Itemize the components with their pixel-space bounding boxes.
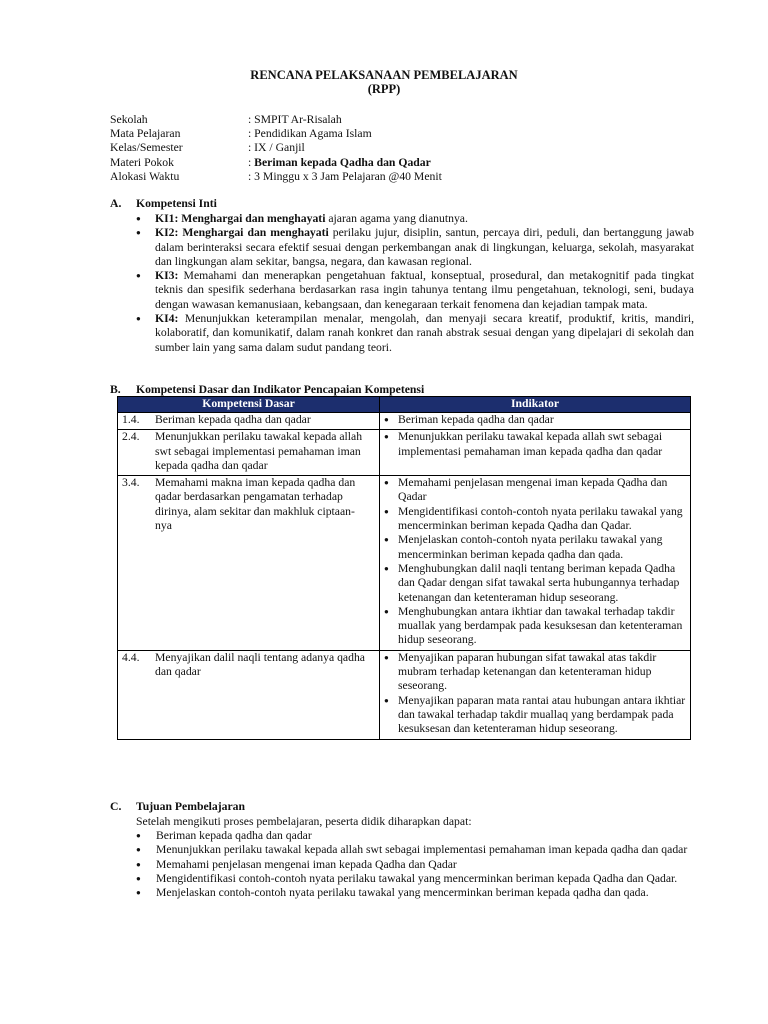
indicator-cell xyxy=(380,430,691,476)
kd-text: Beriman kepada qadha dan qadar xyxy=(155,413,311,426)
competency-label: KI4: xyxy=(155,312,179,326)
meta-row-topic xyxy=(110,156,442,170)
objective-item: ● Beriman kepada qadha dan qadar xyxy=(136,829,696,843)
section-c-heading xyxy=(110,800,245,814)
kd-number: 1.4. xyxy=(122,413,140,426)
indicator-item: ● Memahami penjelasan mengenai iman kepada Qadha dan Qadar xyxy=(384,476,686,505)
core-competency-list xyxy=(136,212,694,355)
meta-row-subject xyxy=(110,127,442,141)
competency-text: perilaku jujur, disiplin, santun, percaya diri, peduli, dan bertanggung jawab dalam berinteraksi secara efektif sesuai dengan perkembangan anak di lingkungan, keluarga, sekolah, masyarakat dan lingkungan alam sekitar, bangsa, negara, dan kawasan regional. xyxy=(155,226,694,268)
kd-number: 2.4. xyxy=(122,430,140,444)
meta-row-class xyxy=(110,141,442,155)
kd-number: 4.4. xyxy=(122,650,140,664)
section-title: Kompetensi Dasar dan Indikator Pencapaian Kompetensi xyxy=(136,383,425,396)
kd-wrap xyxy=(122,430,375,473)
meta-label: Mata Pelajaran xyxy=(110,127,181,141)
meta-value: : SMPIT Ar-Risalah xyxy=(248,113,342,126)
competency-table xyxy=(117,396,691,740)
competency-text: ajaran agama yang dianutnya. xyxy=(325,212,468,225)
competency-text: Memahami dan menerapkan pengetahuan faktual, konseptual, prosedural, dan metakognitif pada tingkat teknis dan spesifik sederhana berdasarkan rasa ingin tahunya tentang ilmu pengetahuan, teknologi, seni, budaya dengan wawasan kemanusiaan, kebangsaan, dan kenegaraan terkait fenomena dan kejadian tampak mata. xyxy=(155,269,694,311)
objective-item: ● Menunjukkan perilaku tawakal kepada allah swt sebagai implementasi pemahaman iman kepada qadha dan qadar xyxy=(136,843,696,857)
section-title: Tujuan Pembelajaran xyxy=(136,800,245,813)
meta-value xyxy=(248,156,431,170)
topic-value: Beriman kepada Qadha dan Qadar xyxy=(254,155,431,169)
kd-text: Menyajikan dalil naqli tentang adanya qadha dan qadar xyxy=(155,650,365,679)
table-row xyxy=(118,476,691,651)
indicator-item: ● Menghubungkan antara ikhtiar dan tawakal terhadap takdir muallak yang berdampak pada kesuksesan dan ketenteraman hidup seseorang. xyxy=(384,605,686,648)
page-title: RENCANA PELAKSANAAN PEMBELAJARAN xyxy=(250,68,518,82)
indicator-item: ● Menyajikan paparan hubungan sifat tawakal atas takdir mubram terhadap ketenangan dan ketenteraman hidup seseorang. xyxy=(384,651,686,694)
objective-item: ● Menjelaskan contoh-contoh nyata perilaku tawakal yang mencerminkan beriman kepada qadha dan qada. xyxy=(136,886,696,900)
page-subtitle: (RPP) xyxy=(367,82,401,96)
meta-row-school xyxy=(110,113,442,127)
meta-row-time xyxy=(110,170,442,184)
section-title: Kompetensi Inti xyxy=(136,197,217,210)
meta-value: : 3 Minggu x 3 Jam Pelajaran @40 Menit xyxy=(248,169,442,183)
indicator-cell xyxy=(380,413,691,430)
meta-colon: : xyxy=(248,155,255,169)
kd-text: Menunjukkan perilaku tawakal kepada allah swt sebagai implementasi pemahaman iman kepada qadha dan qadar xyxy=(155,430,363,472)
meta-label: Alokasi Waktu xyxy=(110,169,180,183)
kd-number: 3.4. xyxy=(122,476,140,490)
competency-label: KI2: xyxy=(155,226,179,240)
indicator-item: ● Menjelaskan contoh-contoh nyata perilaku tawakal yang mencerminkan beriman kepada qadha dan qada. xyxy=(384,533,686,562)
meta-label: Materi Pokok xyxy=(110,155,174,169)
indicator-item: ● Menunjukkan perilaku tawakal kepada allah swt sebagai implementasi pemahaman iman kepada qadha dan qadar xyxy=(384,430,686,459)
core-competency-item xyxy=(136,312,694,355)
kd-wrap xyxy=(122,413,375,427)
kd-wrap xyxy=(122,476,375,533)
meta-value: : IX / Ganjil xyxy=(248,141,305,155)
objective-item: ● Mengidentifikasi contoh-contoh nyata perilaku tawakal yang mencerminkan beriman kepada Qadha dan Qadar. xyxy=(136,872,696,886)
column-header-indicator: Indikator xyxy=(380,397,691,413)
meta-value: : Pendidikan Agama Islam xyxy=(248,127,372,141)
indicator-item: ● Menghubungkan dalil naqli tentang beriman kepada Qadha dan Qadar dengan sifat tawakal serta hubungannya terhadap ketenangan dan ketenteraman hidup seseorang. xyxy=(384,562,686,605)
indicator-item: ● Mengidentifikasi contoh-contoh nyata perilaku tawakal yang mencerminkan beriman kepada Qadha dan Qadar. xyxy=(384,505,686,534)
kd-cell xyxy=(118,430,380,476)
kd-text: Memahami makna iman kepada qadha dan qadar berdasarkan pengamatan terhadap dirinya, alam sekitar dan makhluk ciptaan-nya xyxy=(155,476,356,533)
section-letter: A. xyxy=(110,197,122,210)
kd-cell xyxy=(118,650,380,739)
core-competency-item xyxy=(136,226,694,269)
indicator-cell xyxy=(380,476,691,651)
identity-block xyxy=(110,113,442,184)
meta-label: Sekolah xyxy=(110,113,148,126)
column-header-kd: Kompetensi Dasar xyxy=(118,397,380,413)
kd-cell xyxy=(118,413,380,430)
indicator-item: ● Menyajikan paparan mata rantai atau hubungan antara ikhtiar dan tawakal terhadap takdir muallaq yang berdampak pada kesuksesan dan ketenteraman hidup seseorang. xyxy=(384,694,686,737)
table-header-row xyxy=(118,397,691,413)
objectives-intro: Setelah mengikuti proses pembelajaran, peserta didik diharapkan dapat: xyxy=(136,815,472,828)
competency-emphasis: Menghargai dan menghayati xyxy=(178,226,329,240)
competency-text: Menunjukkan keterampilan menalar, mengolah, dan menyaji secara kreatif, produktif, kritis, mandiri, kolaboratif, dan komunikatif, dalam ranah konkret dan ranah abstrak sesuai dengan yang dipelajari di sekolah dan sumber lain yang sama dalam sudut pandang teori. xyxy=(155,312,694,354)
kd-wrap xyxy=(122,651,375,680)
competency-label: KI3: xyxy=(155,269,179,283)
competency-label: KI1: xyxy=(155,212,179,225)
indicator-item: ● Beriman kepada qadha dan qadar xyxy=(384,413,686,427)
indicator-cell xyxy=(380,650,691,739)
table-row xyxy=(118,650,691,739)
core-competency-item xyxy=(136,269,694,312)
section-letter: B. xyxy=(110,383,121,396)
objective-item: ● Memahami penjelasan mengenai iman kepada Qadha dan Qadar xyxy=(136,858,696,872)
core-competency-item xyxy=(136,212,694,226)
meta-label: Kelas/Semester xyxy=(110,141,183,155)
kd-cell xyxy=(118,476,380,651)
objectives-list xyxy=(136,829,696,900)
section-a-heading xyxy=(110,197,217,211)
table-row xyxy=(118,430,691,476)
table-row xyxy=(118,413,691,430)
section-letter: C. xyxy=(110,800,122,813)
competency-emphasis: Menghargai dan menghayati xyxy=(178,212,326,225)
